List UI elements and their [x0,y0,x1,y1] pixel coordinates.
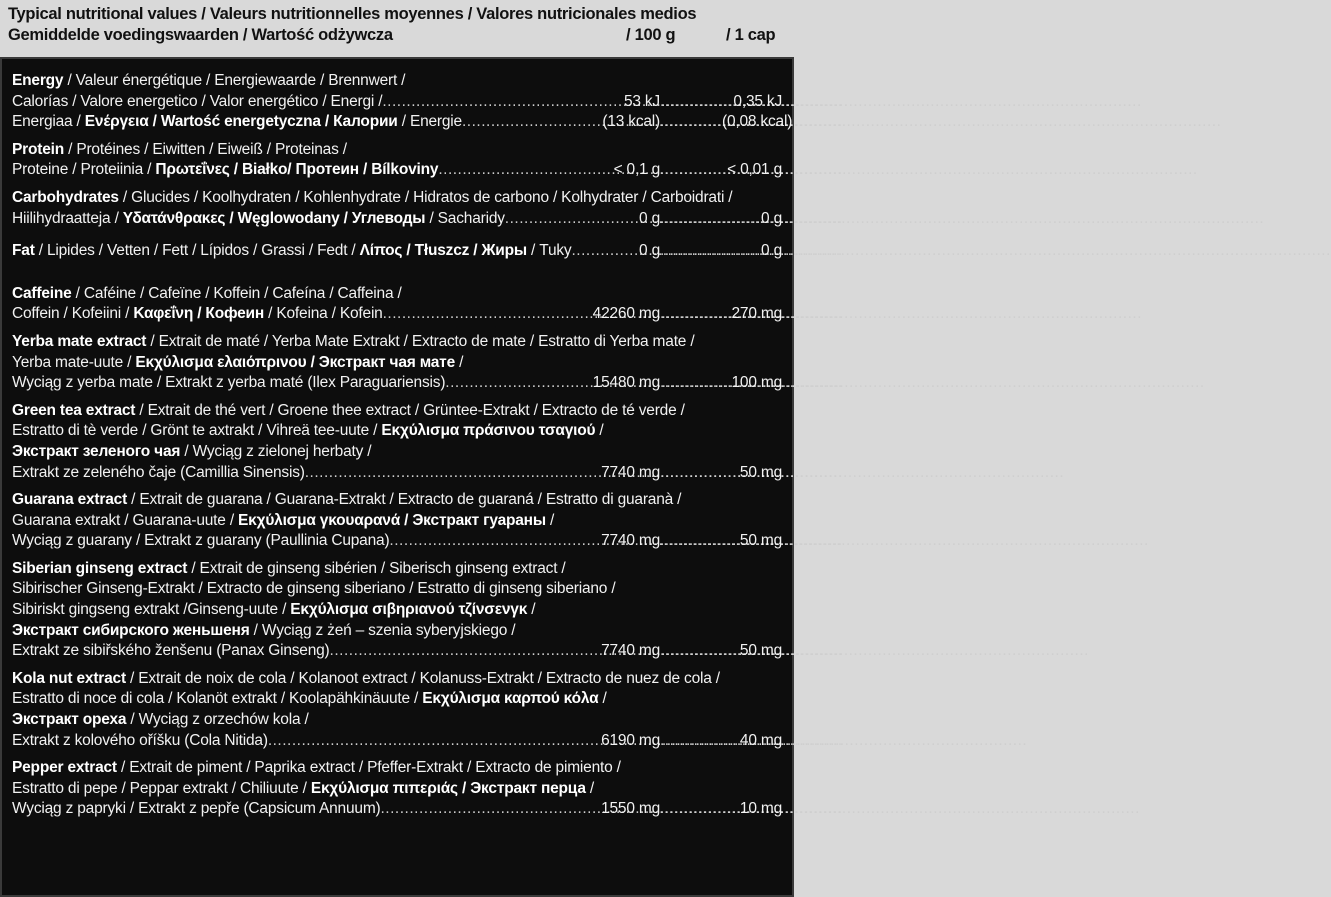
value-per-100g: < 0,1 g [613,161,660,179]
header-row2 [8,25,786,46]
translation-part-bold: Καφεΐνη / Кофеин [133,305,265,323]
ingredient-pepper [12,758,782,820]
value-per-100g: 6190 mg [601,731,660,749]
ingredient-translations: Wyciąg z papryki / Extrakt z pepře (Capsicum Annuum) [12,800,381,818]
translation-part: Estratto di noce di cola / Kolanöt extrakt / Koolapähkinäuute / [12,690,423,708]
ingredient-line [12,600,782,621]
value-per-cap: < 0,01 g [727,161,782,179]
value-per-100g: (13 kcal) [602,113,660,131]
ingredient-value-line [12,304,782,325]
ingredient-line [12,421,782,442]
ingredient-line [12,621,782,642]
ingredient-line [12,779,782,800]
ingredient-translations: / Caféine / Cafeïne / Koffein / Cafeína / Caffeina / [71,284,402,302]
ingredient-name: Pepper extract [12,759,117,777]
value-per-cap: 40 mg [739,731,782,749]
nutrient-value-line [12,160,782,181]
ingredient-line [12,689,782,710]
value-per-100g: 53 kJ [623,92,660,110]
value-per-100g: 0 g [639,209,660,227]
ingredient-translations: / Extrait de piment / Paprika extract / Pfeffer-Extrakt / Extracto de pimiento / [116,759,621,777]
ingredient-value-line [12,463,782,484]
leader-dots [660,373,722,394]
translation-part-bold: Εκχύλισμα γκουαρανά / Экстракт гуараны [238,511,546,529]
ingredient-translations: / Extrait de thé vert / Groene thee extract / Grüntee-Extrakt / Extracto de té verde / [135,401,685,419]
translation-part-bold: Ενέργεια / Wartość energetyczna / Калории [84,113,398,131]
ingredient-translations: Extrakt z kolového oříšku (Cola Nitida) [12,731,268,749]
translation-part: / Wyciąg z orzechów kola / [126,711,309,729]
translation-part: Proteine / Proteiinia / [12,161,156,179]
translation-part: / [454,353,464,371]
value-per-cap: 50 mg [739,532,782,550]
ingredient-value-line [12,799,782,820]
ingredient-kola-nut [12,669,782,751]
ingredient-line: Sibirischer Ginseng-Extrakt / Extracto de ginseng siberiano / Estratto di ginseng siberiano / [12,580,616,598]
ingredient-name: Yerba mate extract [12,332,147,350]
nutrient-carbohydrates [12,188,782,229]
ingredient-value-line [12,373,782,394]
nutrient-value-line [12,92,782,113]
ingredient-line [12,710,782,731]
nutrient-line [12,140,782,161]
ingredient-line [12,332,782,353]
leader-dots [660,531,722,552]
ingredient-translations: / Extrait de noix de cola / Kolanoot extract / Kolanuss-Extrakt / Extracto de nuez de cola / [125,669,720,687]
ingredient-translations: Wyciąg z yerba mate / Extrakt z yerba maté (Ilex Paraguariensis) [12,374,446,392]
ingredient-line [12,669,782,690]
nutrient-translations: / Protéines / Eiwitten / Eiweiß / Proteinas / [64,140,347,158]
value-per-100g: 0 g [639,242,660,260]
translation-part: / [598,690,607,708]
table-header [0,0,794,57]
ingredient-line [12,559,782,580]
value-per-cap: 0,35 kJ [733,92,782,110]
value-per-cap: 0 g [761,209,782,227]
leader-dots [382,92,624,113]
nutrient-line [12,188,782,209]
nutrient-translations [12,112,462,133]
translation-part: Coffein / Kofeiini / [12,305,134,323]
nutrient-name: Energy [12,72,64,89]
translation-part: / [585,779,594,797]
translation-part: / [527,601,536,619]
translation-part: / Wyciąg z zielonej herbaty / [180,442,372,460]
nutrient-name: Carbohydrates [12,188,119,206]
ingredient-line [12,442,782,463]
leader-dots [660,112,722,133]
nutrient-line [12,71,782,92]
leader-dots [660,209,722,230]
value-per-100g: 7740 mg [601,642,660,660]
leader-dots [462,112,602,133]
translation-part: Guarana extrakt / Guarana-uute / [12,511,239,529]
leader-dots [660,641,722,662]
nutrient-energy [12,71,793,133]
translation-part: Sibiriskt gingseng extrakt /Ginseng-uute / [12,601,291,619]
value-per-cap: 50 mg [739,642,782,660]
nutrient-translations [12,160,438,181]
ingredient-line [12,284,782,305]
translation-part: / Kofeina / Kofein [264,305,383,323]
leader-dots [660,799,722,820]
translation-part-bold: Εκχύλισμα πράσινου τσαγιού [381,422,596,440]
ingredient-value-line [12,531,782,552]
value-per-100g: 7740 mg [601,532,660,550]
ingredient-translations [12,304,383,325]
ingredient-translations: / Extrait de guarana / Guarana-Extrakt / Extracto de guaraná / Estratto di guaranà / [127,491,682,509]
ingredient-value-line [12,641,782,662]
ingredient-translations: Extrakt ze zeleného čaje (Camillia Sinensis) [12,463,305,481]
ingredient-name: Kola nut extract [12,669,126,687]
leader-dots [660,241,722,262]
ingredient-guarana [12,490,782,552]
ingredient-line [12,758,782,779]
header-col-cap: / 1 cap [726,26,776,44]
translation-part: Yerba mate-uute / [12,353,136,371]
nutrient-translations: / Valeur énergétique / Energiewaarde / Brennwert / [63,72,406,89]
leader-dots [438,160,613,181]
translation-part: Estratto di tè verde / Grönt te axtrakt / Vihreä tee-uute / [12,422,382,440]
translation-part: / Energie [397,113,462,131]
nutrient-value-line [12,209,782,230]
translation-part-bold: Υδατάνθρακες / Węglowodany / Углеводы [122,209,426,227]
ingredient-translations: Wyciąg z guarany / Extrakt z guarany (Paullinia Cupana) [12,532,390,550]
nutrient-value-line [12,241,782,262]
translation-part-bold: Πρωτεΐνες / Białko/ Протеин / Bílkoviny [155,161,439,179]
leader-dots [660,92,722,113]
ingredient-green-tea [12,401,782,483]
value-per-cap: 50 mg [739,463,782,481]
nutrition-panel [0,57,794,897]
leader-dots [305,463,601,484]
ingredient-name: Guarana extract [12,491,128,509]
leader-dots [660,731,722,752]
leader-dots [505,209,639,230]
nutrient-name: Fat [12,242,35,260]
nutrient-value-line [12,112,793,133]
nutrient-translations [12,241,571,262]
value-per-100g: 42260 mg [592,305,660,323]
translation-part: / [595,422,604,440]
translation-part: Energiaa / [12,113,85,131]
leader-dots [660,160,722,181]
translation-part: Estratto di pepe / Peppar extrakt / Chiliuute / [12,779,311,797]
ingredient-line [12,511,782,532]
value-per-cap: 100 mg [731,374,782,392]
leader-dots [381,799,602,820]
nutrient-translations [12,209,505,230]
nutrient-protein [12,140,782,181]
nutrient-translations: Calorías / Valore energetico / Valor energético / Energi / [12,92,383,110]
ingredient-line [12,353,782,374]
value-per-100g: 1550 mg [601,800,660,818]
ingredient-value-line [12,731,782,752]
leader-dots [660,463,722,484]
ingredient-name: Caffeine [12,284,72,302]
value-per-cap: (0,08 kcal) [722,113,793,131]
translation-part: / Tuky [526,242,572,260]
leader-dots [389,531,601,552]
leader-dots [383,304,593,325]
leader-dots [330,641,602,662]
translation-part: / Lipides / Vetten / Fett / Lípidos / Grassi / Fedt / [34,242,360,260]
ingredient-siberian-ginseng [12,559,782,662]
ingredient-name: Green tea extract [12,401,136,419]
translation-part-bold: Εκχύλισμα πιπεριάς / Экстракт перца [310,779,586,797]
value-per-100g: 7740 mg [601,463,660,481]
translation-part-bold: Εκχύλισμα καρπού κόλα [422,690,599,708]
nutrient-name: Protein [12,140,64,158]
header-title-line1: Typical nutritional values / Valeurs nutritionnelles moyennes / Valores nutricionales medios [8,5,697,23]
header-title-line2: Gemiddelde voedingswaarden / Wartość odżywcza [8,26,393,44]
translation-part: / Sacharidy [425,209,505,227]
value-per-cap: 10 mg [739,800,782,818]
translation-part: Hiilihydraatteja / [12,209,123,227]
value-per-cap: 270 mg [731,305,782,323]
ingredient-caffeine [12,284,782,325]
leader-dots [571,241,639,262]
leader-dots [445,373,592,394]
ingredient-translations: / Extrait de ginseng sibérien / Siberisch ginseng extract / [187,559,566,577]
ingredient-line [12,490,782,511]
ingredient-yerba-mate [12,332,782,394]
value-per-cap: 0 g [761,242,782,260]
nutrient-fat [12,241,782,262]
ingredient-translations: / Extrait de maté / Yerba Mate Extrakt / Extracto de mate / Estratto di Yerba mate / [146,332,695,350]
value-per-100g: 15480 mg [592,374,660,392]
nutrient-translations: / Glucides / Koolhydraten / Kohlenhydrate / Hidratos de carbono / Kolhydrater / Carboidrati / [118,188,733,206]
ingredient-name: Siberian ginseng extract [12,559,188,577]
translation-part-bold: Εκχύλισμα ελαιόπρινου / Экстракт чая мате [135,353,455,371]
ingredient-translations: Extrakt ze sibiřského ženšenu (Panax Ginseng) [12,642,330,660]
ingredient-line [12,401,782,422]
translation-part-bold: Экстракт ореха [12,711,127,729]
leader-dots [268,731,601,752]
translation-part-bold: Экстракт зеленого чая [12,442,181,460]
translation-part: / Wyciąg z żeń – szenia syberyjskiego / [249,621,516,639]
translation-part-bold: Экстракт сибирского женьшеня [12,621,250,639]
header-col-100g: / 100 g [626,26,676,44]
translation-part-bold: Εκχύλισμα σιβηριανού τζίνσενγκ [290,601,528,619]
translation-part: / [545,511,555,529]
leader-dots [660,304,722,325]
translation-part-bold: Λίπος / Tłuszcz / Жиры [359,242,527,260]
